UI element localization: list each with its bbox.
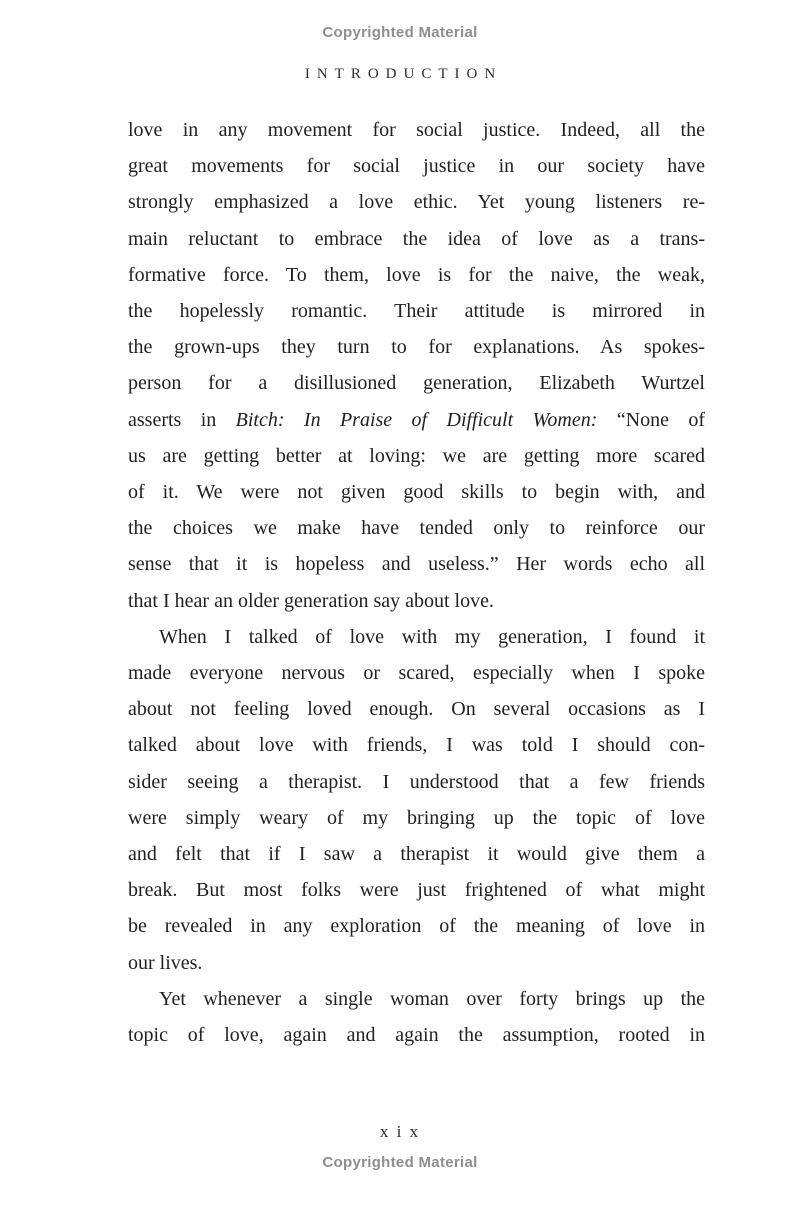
text-segment: asserts in xyxy=(128,408,236,431)
text-line: be revealed in any exploration of the meaning of love in xyxy=(128,915,705,938)
text-line: person for a disillusioned generation, Elizabeth Wurtzel xyxy=(128,372,705,395)
text-line: sider seeing a therapist. I understood that a few friends xyxy=(128,770,705,793)
text-line: topic of love, again and again the assumption, rooted in xyxy=(128,1024,705,1047)
copyright-notice-bottom: Copyrighted Material xyxy=(322,1154,478,1171)
text-line: great movements for social justice in our society have xyxy=(128,155,705,178)
text-line xyxy=(128,402,705,438)
text-line: talked about love with friends, I was told I should con- xyxy=(128,734,705,757)
text-line: strongly emphasized a love ethic. Yet young listeners re- xyxy=(128,191,705,214)
text-line: about not feeling loved enough. On several occasions as I xyxy=(128,698,705,721)
text-line: made everyone nervous or scared, especially when I spoke xyxy=(128,662,705,685)
text-line: the hopelessly romantic. Their attitude is mirrored in xyxy=(128,300,705,323)
text-line: the choices we make have tended only to reinforce our xyxy=(128,517,705,540)
text-line: Yet whenever a single woman over forty brings up the xyxy=(159,987,705,1010)
text-line: sense that it is hopeless and useless.” Her words echo all xyxy=(128,553,705,576)
text-line: the grown-ups they turn to for explanations. As spokes- xyxy=(128,336,705,359)
page-number: x i x xyxy=(379,1122,421,1141)
running-head: INTRODUCTION xyxy=(304,66,503,82)
text-line: were simply weary of my bringing up the topic of love xyxy=(128,806,705,829)
text-line: break. But most folks were just frightened of what might xyxy=(128,879,705,902)
text-body xyxy=(128,112,705,1053)
text-segment: “None of xyxy=(597,408,705,431)
text-line: When I talked of love with my generation, I found it xyxy=(159,625,705,648)
text-line: formative force. To them, love is for the naive, the weak, xyxy=(128,263,705,286)
text-line: love in any movement for social justice. Indeed, all the xyxy=(128,119,705,141)
text-line: and felt that if I saw a therapist it would give them a xyxy=(128,843,705,866)
text-line: us are getting better at loving: we are getting more scared xyxy=(128,444,705,467)
text-line: our lives. xyxy=(128,951,203,974)
book-title-italic: Bitch: In Praise of Difficult Women: xyxy=(235,408,598,431)
text-line: that I hear an older generation say about love. xyxy=(128,589,494,612)
copyright-notice-top: Copyrighted Material xyxy=(322,24,478,41)
text-line: of it. We were not given good skills to begin with, and xyxy=(128,481,705,504)
text-line: main reluctant to embrace the idea of love as a trans- xyxy=(128,227,705,250)
